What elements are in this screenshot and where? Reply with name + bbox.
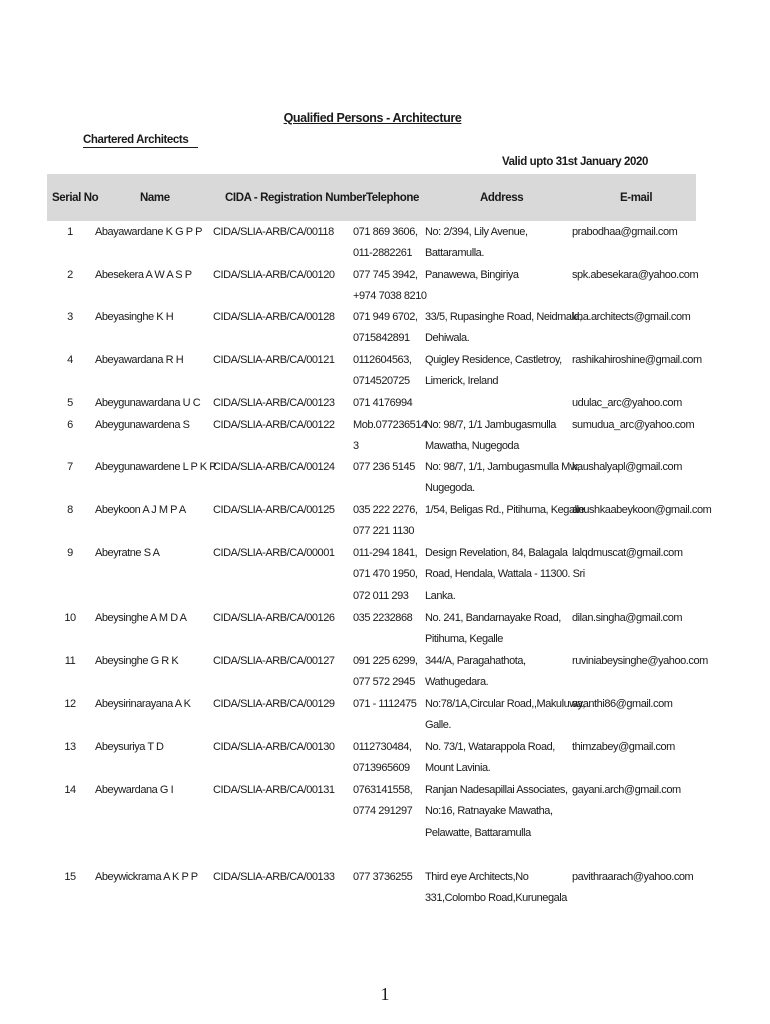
telephone-cell xyxy=(353,608,423,629)
telephone-cell xyxy=(353,780,423,823)
telephone-line: 0763141558, xyxy=(353,784,413,796)
address-cell xyxy=(425,780,571,844)
address-cell xyxy=(425,737,571,780)
telephone-line: 035 222 2276, xyxy=(353,504,418,516)
address-line: No: 98/7, 1/1, Jambugasmulla Mw, xyxy=(425,461,580,473)
telephone-cell xyxy=(353,307,423,350)
telephone-line: 071 470 1950, xyxy=(353,568,418,581)
address-line: No. 73/1, Watarappola Road, xyxy=(425,741,555,753)
name-cell: Abeygunawardena S xyxy=(95,419,190,431)
address-line: Mawatha, Nugegoda xyxy=(425,440,519,453)
address-line: Panawewa, Bingiriya xyxy=(425,269,519,281)
address-cell xyxy=(425,651,571,694)
telephone-line: 071 949 6702, xyxy=(353,311,418,323)
address-line: Lanka. xyxy=(425,589,456,602)
telephone-line: 071 4176994 xyxy=(353,397,413,409)
serial-cell: 13 xyxy=(64,741,76,753)
telephone-cell xyxy=(353,222,423,265)
address-line: Road, Hendala, Wattala - 11300. Sri xyxy=(425,568,585,581)
name-cell: Abeywickrama A K P P xyxy=(95,871,198,883)
cida-cell: CIDA/SLIA-ARB/CA/00129 xyxy=(213,698,335,710)
header-serial: Serial No xyxy=(52,192,99,204)
name-cell: Abeygunawardana U C xyxy=(95,397,201,409)
email-cell: prabodhaa@gmail.com xyxy=(572,226,678,238)
telephone-line: 011-2882261 xyxy=(353,247,413,260)
telephone-cell xyxy=(353,543,423,607)
telephone-line: 0774 291297 xyxy=(353,805,413,818)
page-number: 1 xyxy=(380,984,390,1004)
address-line: No: 98/7, 1/1 Jambugasmulla xyxy=(425,419,556,431)
serial-cell: 8 xyxy=(67,504,73,516)
address-line: 331,Colombo Road,Kurunegala xyxy=(425,892,567,905)
cida-cell: CIDA/SLIA-ARB/CA/00128 xyxy=(213,311,335,323)
serial-cell: 10 xyxy=(64,612,76,624)
address-cell xyxy=(425,415,571,458)
address-line: Ranjan Nadesapillai Associates, xyxy=(425,784,568,796)
telephone-cell xyxy=(353,393,423,414)
email-cell: thimzabey@gmail.com xyxy=(572,741,675,753)
address-cell xyxy=(425,457,580,500)
serial-cell: 4 xyxy=(67,354,73,366)
name-cell: Abeysinghe G R K xyxy=(95,655,179,667)
cida-cell: CIDA/SLIA-ARB/CA/00121 xyxy=(213,354,335,366)
serial-cell: 1 xyxy=(67,226,73,238)
telephone-line: 035 2232868 xyxy=(353,612,413,624)
email-cell: lalqdmuscat@gmail.com xyxy=(572,547,683,559)
cida-cell: CIDA/SLIA-ARB/CA/00120 xyxy=(213,269,335,281)
address-line: Pelawatte, Battaramulla xyxy=(425,826,531,839)
cida-cell: CIDA/SLIA-ARB/CA/00124 xyxy=(213,461,335,473)
page-title: Qualified Persons - Architecture xyxy=(283,111,462,125)
telephone-cell xyxy=(353,500,423,543)
cida-cell: CIDA/SLIA-ARB/CA/00123 xyxy=(213,397,335,409)
email-cell: kaushalyapl@gmail.com xyxy=(572,461,682,473)
cida-cell: CIDA/SLIA-ARB/CA/00118 xyxy=(213,226,334,238)
cida-cell: CIDA/SLIA-ARB/CA/00131 xyxy=(213,784,335,796)
name-cell: Abeyawardana R H xyxy=(95,354,184,366)
name-cell: Abeykoon A J M P A xyxy=(95,504,186,516)
email-cell: spk.abesekara@yahoo.com xyxy=(572,269,699,281)
telephone-line: 091 225 6299, xyxy=(353,655,418,667)
address-cell xyxy=(425,265,571,286)
serial-cell: 6 xyxy=(67,419,73,431)
telephone-line: 0713965609 xyxy=(353,762,410,775)
serial-cell: 11 xyxy=(64,655,76,667)
telephone-line: +974 7038 8210 xyxy=(353,290,427,303)
address-line: Nugegoda. xyxy=(425,482,475,495)
header-telephone: Telephone xyxy=(366,192,420,204)
address-line: No:78/1A,Circular Road,,Makuluwa, xyxy=(425,698,586,710)
name-cell: Abeysuriya T D xyxy=(95,741,164,753)
cida-cell: CIDA/SLIA-ARB/CA/00125 xyxy=(213,504,335,516)
telephone-line: 077 236 5145 xyxy=(353,461,415,473)
header-email: E-mail xyxy=(620,192,653,204)
email-cell: kha.architects@gmail.com xyxy=(572,311,691,323)
address-line: 344/A, Paragahathota, xyxy=(425,655,526,667)
email-cell: udulac_arc@yahoo.com xyxy=(572,397,682,409)
telephone-cell xyxy=(353,737,423,780)
telephone-line: 077 745 3942, xyxy=(353,269,418,281)
serial-cell: 9 xyxy=(67,547,73,559)
address-line: Battaramulla. xyxy=(425,247,484,260)
address-line: Limerick, Ireland xyxy=(425,375,499,388)
address-cell xyxy=(425,867,571,910)
address-cell xyxy=(425,500,587,521)
address-cell xyxy=(425,350,571,393)
serial-cell: 15 xyxy=(64,871,76,883)
name-cell: Abeysirinarayana A K xyxy=(95,698,191,710)
telephone-line: 0714520725 xyxy=(353,375,410,388)
telephone-line: 3 xyxy=(353,440,359,453)
header-cida: CIDA - Registration Number xyxy=(225,192,367,204)
cida-cell: CIDA/SLIA-ARB/CA/00122 xyxy=(213,419,335,431)
serial-cell: 2 xyxy=(67,269,73,281)
address-cell xyxy=(425,608,571,651)
telephone-cell xyxy=(353,265,427,308)
address-line: Wathugedara. xyxy=(425,676,489,689)
header-name: Name xyxy=(140,192,170,204)
telephone-cell xyxy=(353,694,423,715)
address-cell xyxy=(425,307,582,350)
telephone-line: 0112604563, xyxy=(353,354,412,366)
telephone-cell xyxy=(353,457,423,478)
address-line: 1/54, Beligas Rd., Pitihuma, Kegalle. xyxy=(425,504,587,516)
telephone-line: 077 221 1130 xyxy=(353,525,415,538)
address-line: Dehiwala. xyxy=(425,332,470,345)
serial-cell: 14 xyxy=(64,784,76,796)
address-cell xyxy=(425,222,571,265)
address-line: Galle. xyxy=(425,719,452,732)
name-cell: Abeysinghe A M D A xyxy=(95,612,187,624)
telephone-cell xyxy=(353,350,423,393)
serial-cell: 12 xyxy=(64,698,76,710)
telephone-cell xyxy=(353,651,423,694)
name-cell: Abeygunawardene L P K P xyxy=(95,461,217,473)
telephone-line: 071 - 1112475 xyxy=(353,698,417,710)
email-cell: anushkaabeykoon@gmail.com xyxy=(572,504,712,516)
address-cell xyxy=(425,543,585,607)
name-cell: Abeyratne S A xyxy=(95,547,160,559)
email-cell: gayani.arch@gmail.com xyxy=(572,784,681,796)
name-cell: Abayawardane K G P P xyxy=(95,226,202,238)
cida-cell: CIDA/SLIA-ARB/CA/00130 xyxy=(213,741,335,753)
address-line: No. 241, Bandarnayake Road, xyxy=(425,612,561,624)
email-cell: ruviniabeysinghe@yahoo.com xyxy=(572,655,708,667)
cida-cell: CIDA/SLIA-ARB/CA/00126 xyxy=(213,612,335,624)
address-line: Quigley Residence, Castletroy, xyxy=(425,354,562,366)
email-cell: pavithraarach@yahoo.com xyxy=(572,871,694,883)
serial-cell: 3 xyxy=(67,311,73,323)
cida-cell: CIDA/SLIA-ARB/CA/00133 xyxy=(213,871,335,883)
validity-note: Valid upto 31st January 2020 xyxy=(502,156,649,168)
address-line: 33/5, Rupasinghe Road, Neidmala, xyxy=(425,311,582,323)
name-cell: Abesekera A W A S P xyxy=(95,269,192,281)
telephone-line: 072 011 293 xyxy=(353,589,409,602)
email-cell: sumudua_arc@yahoo.com xyxy=(572,419,695,431)
header-address: Address xyxy=(480,192,524,204)
telephone-line: 071 869 3606, xyxy=(353,226,418,238)
cida-cell: CIDA/SLIA-ARB/CA/00001 xyxy=(213,547,335,559)
telephone-line: 0112730484, xyxy=(353,741,412,753)
telephone-line: 0715842891 xyxy=(353,332,410,345)
serial-cell: 5 xyxy=(67,397,73,409)
cida-cell: CIDA/SLIA-ARB/CA/00127 xyxy=(213,655,335,667)
address-line: Mount Lavinia. xyxy=(425,762,491,775)
telephone-line: 077 572 2945 xyxy=(353,676,415,689)
telephone-cell xyxy=(353,867,423,888)
telephone-cell xyxy=(353,415,427,458)
address-line: No:16, Ratnayake Mawatha, xyxy=(425,805,553,818)
email-cell: dilan.singha@gmail.com xyxy=(572,612,683,624)
telephone-line: Mob.077236514 xyxy=(353,419,427,431)
telephone-line: 077 3736255 xyxy=(353,871,413,883)
address-cell xyxy=(425,694,586,737)
serial-cell: 7 xyxy=(67,461,73,473)
telephone-line: 011-294 1841, xyxy=(353,547,418,559)
name-cell: Abeyasinghe K H xyxy=(95,311,174,323)
address-line: Third eye Architects,No xyxy=(425,871,529,883)
email-cell: ayanthi86@gmail.com xyxy=(572,698,673,710)
name-cell: Abeywardana G I xyxy=(95,784,174,796)
address-line: Design Revelation, 84, Balagala xyxy=(425,547,568,559)
section-title: Chartered Architects xyxy=(83,134,198,148)
address-line: Pitihuma, Kegalle xyxy=(425,633,503,646)
address-line: No: 2/394, Lily Avenue, xyxy=(425,226,528,238)
email-cell: rashikahiroshine@gmail.com xyxy=(572,354,702,366)
